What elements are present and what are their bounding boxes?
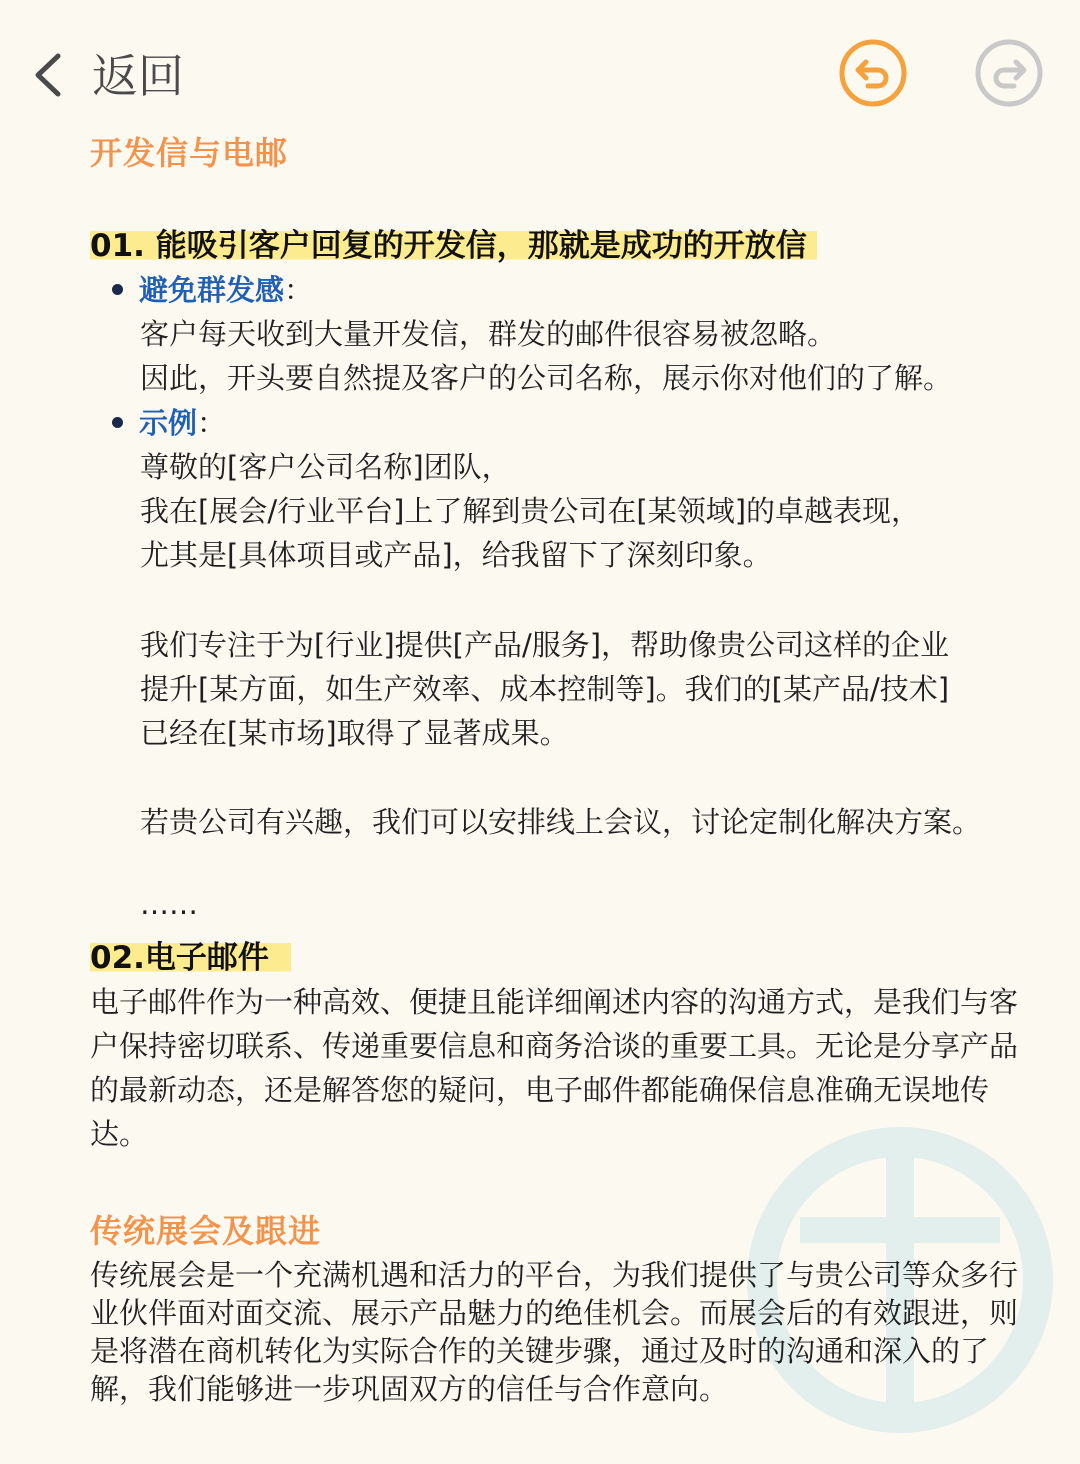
- bullet-colon: ：: [284, 273, 314, 307]
- bullet-colon: ：: [197, 406, 227, 440]
- bullet-label: 示例: [139, 406, 198, 440]
- example-paragraph: 若贵公司有兴趣，我们可以安排线上会议，讨论定制化解决方案。: [140, 805, 982, 839]
- section-heading: [90, 936, 291, 980]
- example-paragraph: 尊敬的[客户公司名称]团队， 我在[展会/行业平台]上了解到贵公司在[某领域]的卓越表现， 尤其是[具体项目或产品]，给我留下了深刻印象。: [140, 450, 921, 572]
- example-paragraph: 我们专注于为[行业]提供[产品/服务]，帮助像贵公司这样的企业 提升[某方面，如生产效率、成本控制等]。我们的[某产品/技术] 已经在[某市场]取得了显著成果。: [140, 628, 950, 750]
- section-title: 传统展会及跟进: [90, 1212, 322, 1250]
- bullet-dot-icon: [112, 284, 123, 295]
- bullet-item: [112, 268, 313, 312]
- back-button[interactable]: 返回: [92, 49, 184, 103]
- section-heading: [90, 224, 817, 268]
- section-title: 开发信与电邮: [90, 134, 289, 172]
- heading-highlight: 01. 能吸引客户回复的开发信，那就是成功的开放信: [90, 228, 817, 264]
- ellipsis: ……: [140, 887, 198, 921]
- bullet-text: 客户每天收到大量开发信，群发的邮件很容易被忽略。 因此，开头要自然提及客户的公司名称，展示你对他们的了解。: [140, 317, 953, 395]
- heading-highlight: 02.电子邮件: [90, 940, 291, 976]
- bullet-item: [112, 401, 226, 445]
- bullet-dot-icon: [112, 417, 123, 428]
- body-paragraph: 传统展会是一个充满机遇和活力的平台，为我们提供了与贵公司等众多行业伙伴面对面交流、展示产品魅力的绝佳机会。而展会后的有效跟进，则是将潜在商机转化为实际合作的关键步骤，通过及时的沟通和深入的了解，我们能够进一步巩固双方的信任与合作意向。: [90, 1258, 1019, 1406]
- body-paragraph: 电子邮件作为一种高效、便捷且能详细阐述内容的沟通方式，是我们与客户保持密切联系、传递重要信息和商务洽谈的重要工具。无论是分享产品的最新动态，还是解答您的疑问，电子邮件都能确保信息准确无误地传达。: [90, 985, 1019, 1151]
- bullet-label: 避免群发感: [139, 273, 285, 307]
